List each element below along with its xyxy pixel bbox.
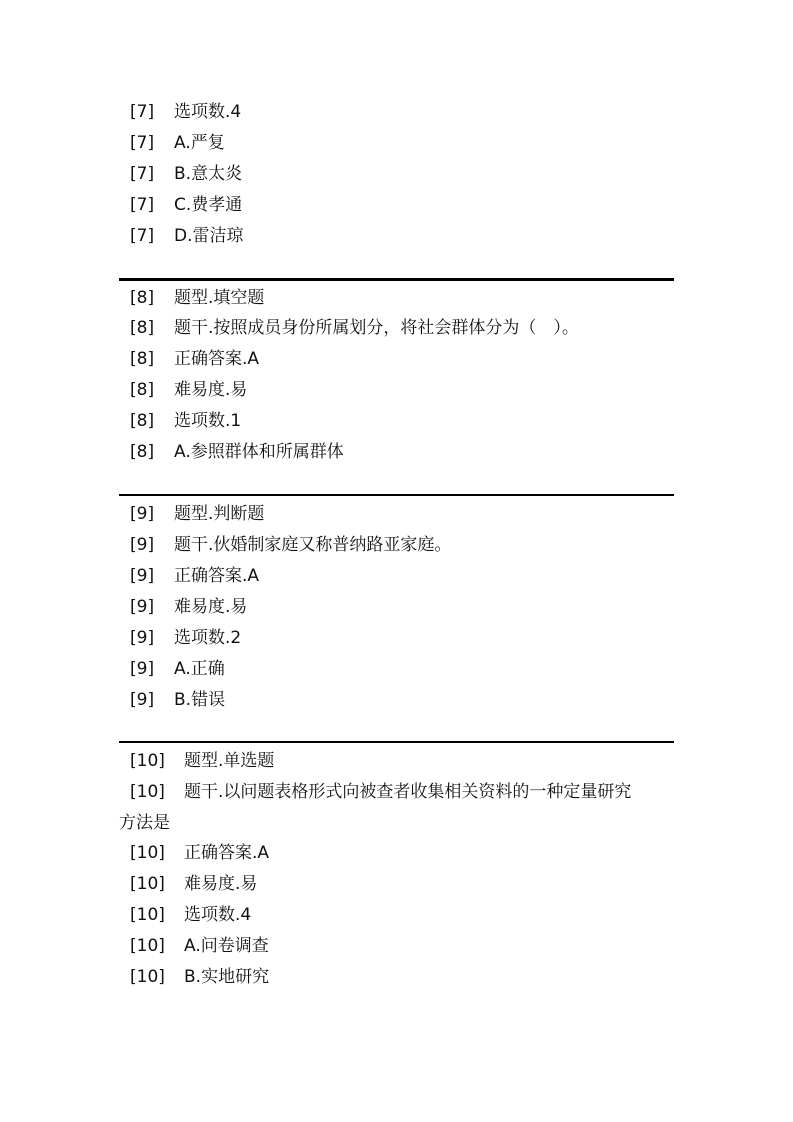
q7-line-text: 选项数.4 (174, 102, 242, 122)
q7-option-count-line (130, 100, 241, 124)
q9-line-number: [9] (130, 566, 155, 586)
q7-line-text: B.意太炎 (174, 164, 243, 184)
q10-line-text: 题型.单选题 (184, 751, 275, 771)
q10-stem-continuation: 方法是 (119, 813, 170, 833)
q10-option-count-line (130, 903, 251, 927)
q10-answer-line (130, 841, 269, 865)
q9-line-number: [9] (130, 504, 155, 524)
q8-line-number: [8] (130, 288, 155, 308)
q10-stem-line (130, 780, 631, 804)
q7-line-number: [7] (130, 195, 155, 215)
q10-line-text: 难易度.易 (184, 874, 258, 894)
q10-line-text: 题干.以问题表格形式向被查者收集相关资料的一种定量研究 (184, 782, 632, 802)
q9-line-number: [9] (130, 690, 155, 710)
q9-line-number: [9] (130, 659, 155, 679)
q9-line-text: 难易度.易 (174, 597, 248, 617)
q8-stem-line (130, 316, 579, 340)
q10-option-a-line (130, 934, 269, 958)
q9-option-a-line (130, 657, 225, 681)
q9-difficulty-line (130, 595, 247, 619)
q7-option-b-line (130, 162, 242, 186)
q10-line-number: [10] (130, 782, 165, 802)
q9-line-text: A.正确 (174, 659, 225, 679)
q9-line-text: B.错误 (174, 690, 226, 710)
separator-rule (119, 741, 674, 743)
q8-line-text: 正确答案.A (174, 349, 260, 369)
q8-line-number: [8] (130, 318, 155, 338)
q7-line-text: A.严复 (174, 133, 225, 153)
q10-line-text: B.实地研究 (184, 967, 270, 987)
q8-line-text: 题干.按照成员身份所属划分，将社会群体分为（ ）。 (174, 318, 579, 338)
q9-line-text: 正确答案.A (174, 566, 260, 586)
q8-answer-line (130, 347, 259, 371)
q9-option-count-line (130, 626, 241, 650)
q7-option-d-line (130, 224, 244, 248)
separator-rule (119, 278, 674, 281)
q10-option-b-line (130, 965, 269, 989)
q8-line-number: [8] (130, 411, 155, 431)
q10-line-text: 选项数.4 (184, 905, 252, 925)
separator-rule (119, 494, 674, 496)
q10-line-number: [10] (130, 751, 165, 771)
q8-line-text: A.参照群体和所属群体 (174, 442, 344, 462)
q10-difficulty-line (130, 872, 257, 896)
q7-line-text: C.费孝通 (174, 195, 243, 215)
q10-line-text: 正确答案.A (184, 843, 270, 863)
q7-line-number: [7] (130, 133, 155, 153)
q8-line-text: 难易度.易 (174, 380, 248, 400)
q9-line-number: [9] (130, 597, 155, 617)
q10-line-number: [10] (130, 874, 165, 894)
q8-type-line (130, 286, 264, 310)
q10-line-text: A.问卷调查 (184, 936, 269, 956)
q8-difficulty-line (130, 378, 247, 402)
q10-line-number: [10] (130, 905, 165, 925)
q9-stem-line (130, 533, 451, 557)
q9-line-number: [9] (130, 535, 155, 555)
q8-line-number: [8] (130, 349, 155, 369)
q8-line-number: [8] (130, 442, 155, 462)
q8-option-count-line (130, 409, 241, 433)
q7-line-number: [7] (130, 226, 155, 246)
q9-option-b-line (130, 688, 225, 712)
q8-option-a-line (130, 440, 344, 464)
q7-line-number: [7] (130, 102, 155, 122)
q10-line-number: [10] (130, 843, 165, 863)
q10-line-number: [10] (130, 936, 165, 956)
q8-line-number: [8] (130, 380, 155, 400)
q8-line-text: 选项数.1 (174, 411, 242, 431)
q9-type-line (130, 502, 264, 526)
q7-line-number: [7] (130, 164, 155, 184)
q9-line-text: 题干.伙婚制家庭又称普纳路亚家庭。 (174, 535, 452, 555)
q10-line-number: [10] (130, 967, 165, 987)
q7-option-c-line (130, 193, 242, 217)
q9-line-number: [9] (130, 628, 155, 648)
q7-option-a-line (130, 131, 225, 155)
q9-line-text: 选项数.2 (174, 628, 242, 648)
q9-answer-line (130, 564, 259, 588)
q7-line-text: D.雷洁琼 (174, 226, 244, 246)
q9-line-text: 题型.判断题 (174, 504, 265, 524)
q10-type-line (130, 749, 274, 773)
q8-line-text: 题型.填空题 (174, 288, 265, 308)
